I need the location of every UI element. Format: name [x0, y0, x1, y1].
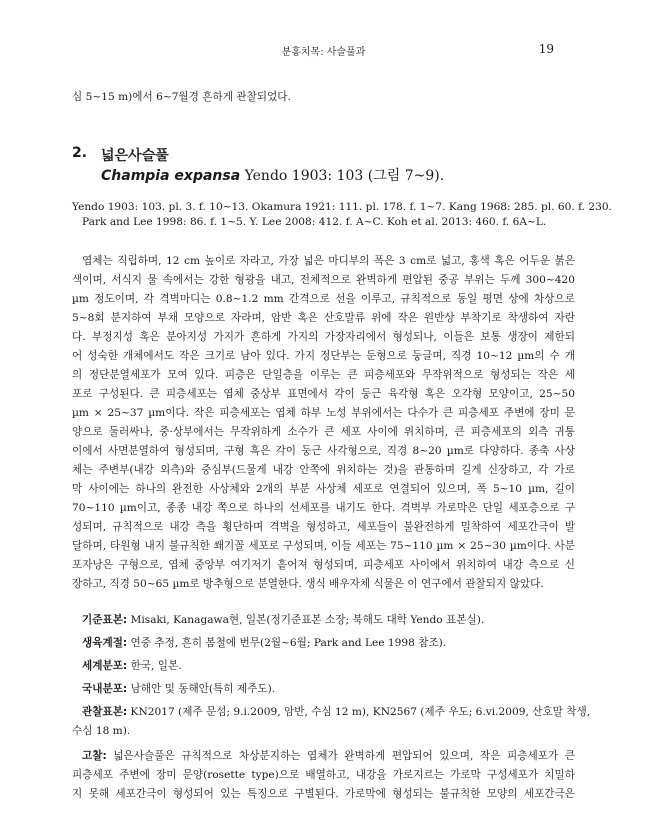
field-label: 국내분포:	[82, 683, 128, 695]
field-label: 생육계절:	[82, 637, 128, 649]
species-binomial: Champia expansa	[101, 168, 241, 184]
species-authority: Yendo 1903: 103 (그림 7~9).	[244, 168, 445, 184]
description-line: 성되며, 규칙적으로 내강 측을 횡단하며 격벽을 형성하고, 세포들이 불완전하게 밀착하여 세포간극이 발	[72, 521, 575, 533]
remarks-line: 지 못해 세포간극이 형성되어 있는 특징으로 구별된다. 가로막에 형성되는 불규칙한 모양의 세포간극은	[72, 788, 575, 800]
type-locality	[82, 613, 585, 628]
description-line: µm 정도이며, 각 격벽마디는 0.8~1.2 mm 간격으로 선을 이루고, 규칙적으로 동일 평면 상에 차상으로	[72, 293, 575, 305]
section-scientific-name	[101, 165, 444, 185]
korea-distribution	[82, 682, 585, 697]
description-line: 이에서 사면분열하여 형성되며, 구형 혹은 각이 둥근 사각형으로, 직경 8~20 µm로 다양하다. 종축 사상	[72, 445, 575, 457]
reference-line: Park and Lee 1998: 86. f. 1~5. Y. Lee 2008: 412. f. A~C. Koh et al. 2013: 460. f. 6A~L.	[82, 216, 547, 228]
description-line: 막 사이에는 하나의 완전한 사상체와 2개의 부분 사상체 세포로 연결되어 있으며, 폭 5~10 µm, 길이	[72, 483, 575, 495]
description-line: 포로 구성된다. 큰 피층세포는 엽체 중상부 표면에서 각이 둥근 육각형 혹은 오각형 모양이고, 25~50	[72, 388, 575, 400]
description-line: 5~8회 분지하여 부채 모양으로 자라며, 암반 혹은 산호말류 위에 작은 원반상 부착기로 착생하여 자란	[72, 312, 575, 324]
intro-line: 심 5~15 m)에서 6~7월경 흔하게 관찰되었다.	[72, 91, 291, 103]
description-line: 포자낭은 구형으로, 엽체 중앙부 여기저기 흩어져 형성되며, 피층세포 사이에서 위치하여 내강 측으로 신	[72, 559, 575, 571]
world-distribution	[82, 659, 585, 674]
field-text: KN2017 (제주 문섬; 9.i.2009, 암반, 수심 12 m), KN2567 (제주 우도; 6.vi.2009, 산호말 착생,	[130, 706, 591, 718]
field-label: 고찰:	[82, 750, 107, 762]
field-text: 한국, 일본.	[130, 660, 182, 672]
description-line: 의 정단분열세포가 모여 있다. 피층은 단일층을 이루는 큰 피층세포와 무작위적으로 형성되는 작은 세	[72, 369, 575, 381]
field-label: 기준표본:	[82, 614, 128, 626]
remarks-line: 피층세포 주변에 장미 문양(rosette type)으로 배열하고, 내강을 가로지르는 가로막 구성세포가 치밀하	[72, 769, 575, 781]
specimens-continued: 수심 18 m).	[72, 725, 131, 737]
description-line: 장하고, 직경 50~65 µm로 방추형으로 분열한다. 생식 배우자체 식물은 이 연구에서 관찰되지 않았다.	[72, 578, 544, 590]
section-number: 2.	[72, 145, 88, 161]
field-text: Misaki, Kanagawa현, 일본(정기준표본 소장; 북해도 대학 Yendo 표본실).	[130, 614, 485, 626]
description-line: 다. 부정지성 혹은 분아지성 가지가 흔하게 가지의 가장자리에서 형성되나, 이들은 보통 생장이 제한되	[72, 331, 575, 343]
section-korean-name: 넓은사슬풀	[101, 148, 169, 164]
description-line: 엽체는 직립하며, 12 cm 높이로 자라고, 가장 넓은 마디부의 폭은 3 cm로 넓고, 홍색 혹은 어두운 붉은	[82, 255, 575, 267]
page-number: 19	[538, 42, 554, 56]
field-label: 관찰표본:	[82, 706, 128, 718]
reference-line: Yendo 1903: 103. pl. 3. f. 10~13. Okamura 1921: 111. pl. 178. f. 1~7. Kang 1968: 285. pl. 60. f. 230.	[72, 201, 612, 213]
field-label: 세계분포:	[82, 660, 128, 672]
field-text: 연중 추정, 흔히 봄철에 번무(2월~6월; Park and Lee 1998 참조).	[130, 637, 447, 649]
description-line: 어 성숙한 개체에서도 작은 크기로 남아 있다. 가지 정단부는 둔형으로 둥글며, 직경 10~12 µm의 수 개	[72, 350, 575, 362]
description-line: 70~110 µm이고, 종종 내강 쪽으로 하나의 선세포를 내기도 한다. 격벽부 가로막은 단일 세포층으로 구	[72, 502, 575, 514]
description-line: 양으로 둘러싸나, 중·상부에서는 무작위하게 소수가 큰 세포 사이에 위치하며, 큰 피층세포의 외측 귀퉁	[72, 426, 575, 438]
description-line: 색이며, 서식지 물 속에서는 강한 형광을 내고, 전체적으로 완벽하게 편압된 중공 부위는 두께 300~420	[72, 274, 575, 286]
running-header	[0, 43, 647, 59]
remarks	[82, 749, 575, 764]
field-text: 남해안 및 동해안(특히 제주도).	[130, 683, 276, 695]
specimens	[82, 705, 591, 720]
description-line: µm × 25~37 µm이다. 작은 피층세포는 엽체 하부 노성 부위에서는 다수가 큰 피층세포 주변에 장미 문	[72, 407, 575, 419]
description-line: 달하며, 타원형 내지 불규칙한 쐐기꼴 세포로 구성되며, 이들 세포는 75~110 µm × 25~30 µm이다. 사분	[72, 540, 575, 552]
running-header-title: 분홍치목: 사슬풀과	[281, 47, 366, 58]
life-period	[82, 636, 585, 651]
description-line: 체는 주변부(내강 외측)와 중심부(드물게 내강 안쪽에 위치하는 것)을 관통하며 길게 신장하고, 각 가로	[72, 464, 575, 476]
remarks-text: 넓은사슬풀은 규칙적으로 차상분지하는 엽체가 완벽하게 편압되어 있으며, 작은 피층세포가 큰	[113, 750, 576, 762]
